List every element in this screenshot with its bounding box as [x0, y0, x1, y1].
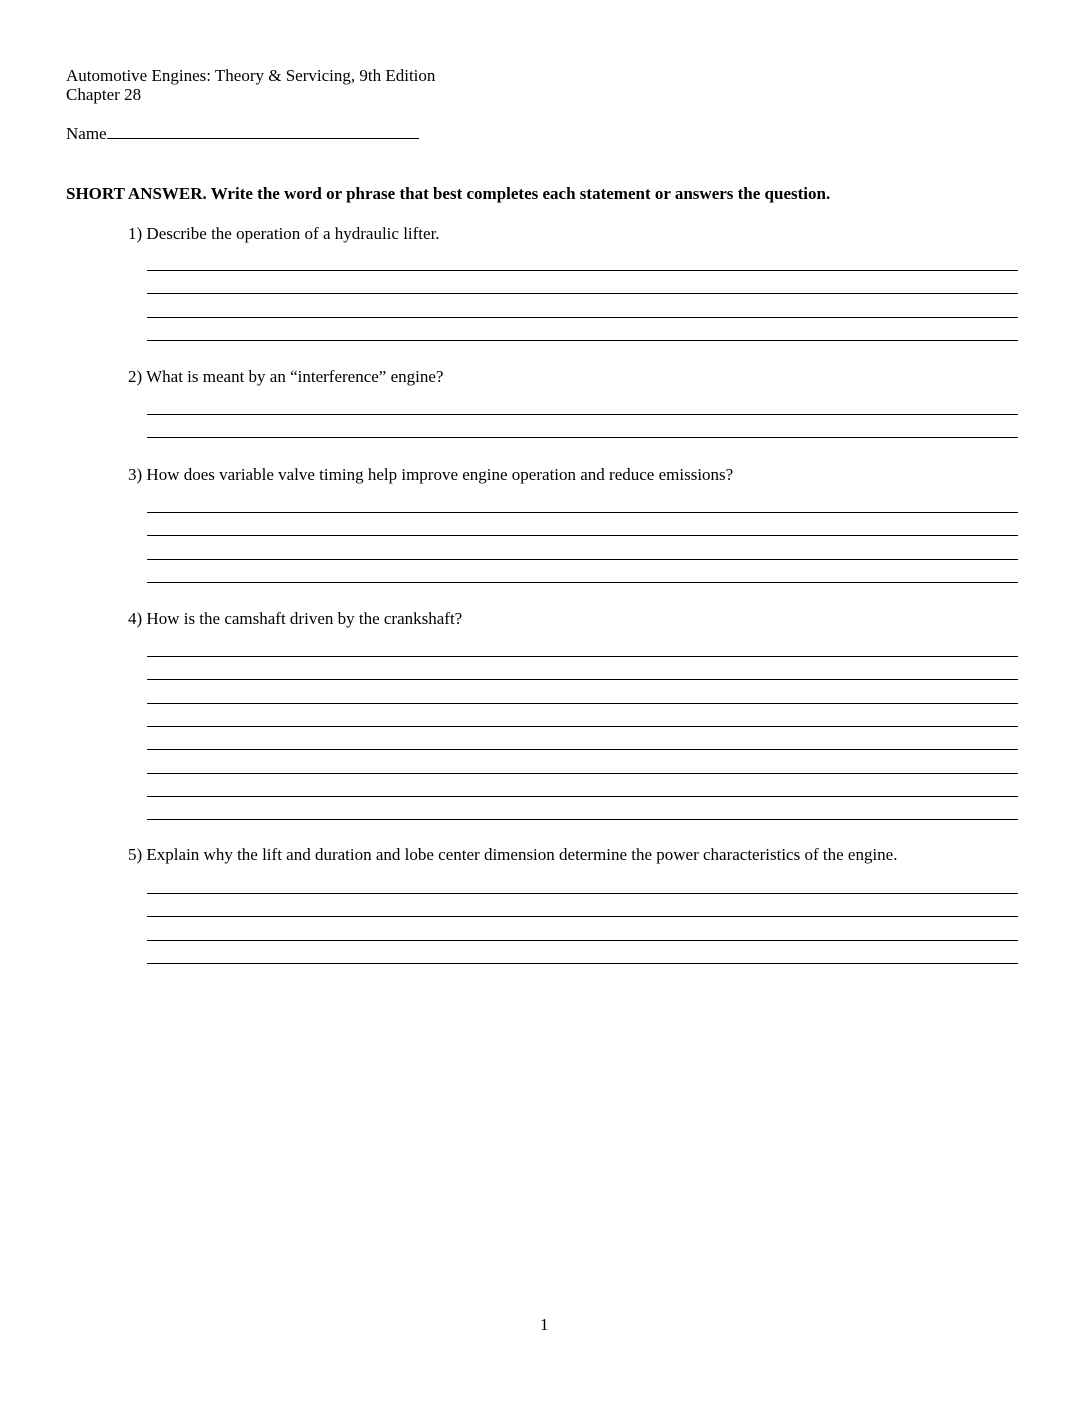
answer-line — [147, 414, 1018, 415]
answer-line — [147, 293, 1018, 294]
document-title: Automotive Engines: Theory & Servicing, 9th Edition — [66, 66, 436, 85]
answer-line — [147, 703, 1018, 704]
answer-line — [147, 773, 1018, 774]
chapter-label: Chapter 28 — [66, 85, 142, 104]
question-4: 4) How is the camshaft driven by the crankshaft? — [128, 609, 463, 628]
page-number: 1 — [540, 1315, 549, 1334]
answer-line — [147, 749, 1018, 750]
answer-line — [147, 317, 1018, 318]
question-2: 2) What is meant by an “interference” engine? — [128, 367, 444, 386]
answer-line — [147, 437, 1018, 438]
answer-line — [147, 270, 1018, 271]
section-instructions: SHORT ANSWER. Write the word or phrase that best completes each statement or answers the question. — [66, 184, 831, 203]
answer-line — [147, 819, 1018, 820]
name-blank-line — [107, 124, 419, 139]
answer-line — [147, 340, 1018, 341]
answer-line — [147, 512, 1018, 513]
answer-line — [147, 535, 1018, 536]
question-1: 1) Describe the operation of a hydraulic lifter. — [128, 224, 440, 243]
answer-line — [147, 679, 1018, 680]
name-field — [66, 124, 419, 143]
answer-line — [147, 893, 1018, 894]
answer-line — [147, 796, 1018, 797]
answer-line — [147, 559, 1018, 560]
answer-line — [147, 582, 1018, 583]
answer-line — [147, 656, 1018, 657]
question-3: 3) How does variable valve timing help improve engine operation and reduce emissions? — [128, 465, 734, 484]
question-5: 5) Explain why the lift and duration and lobe center dimension determine the power characteristics of the engine. — [128, 845, 898, 864]
answer-line — [147, 963, 1018, 964]
name-label: Name — [66, 124, 107, 143]
answer-line — [147, 916, 1018, 917]
answer-line — [147, 940, 1018, 941]
answer-line — [147, 726, 1018, 727]
